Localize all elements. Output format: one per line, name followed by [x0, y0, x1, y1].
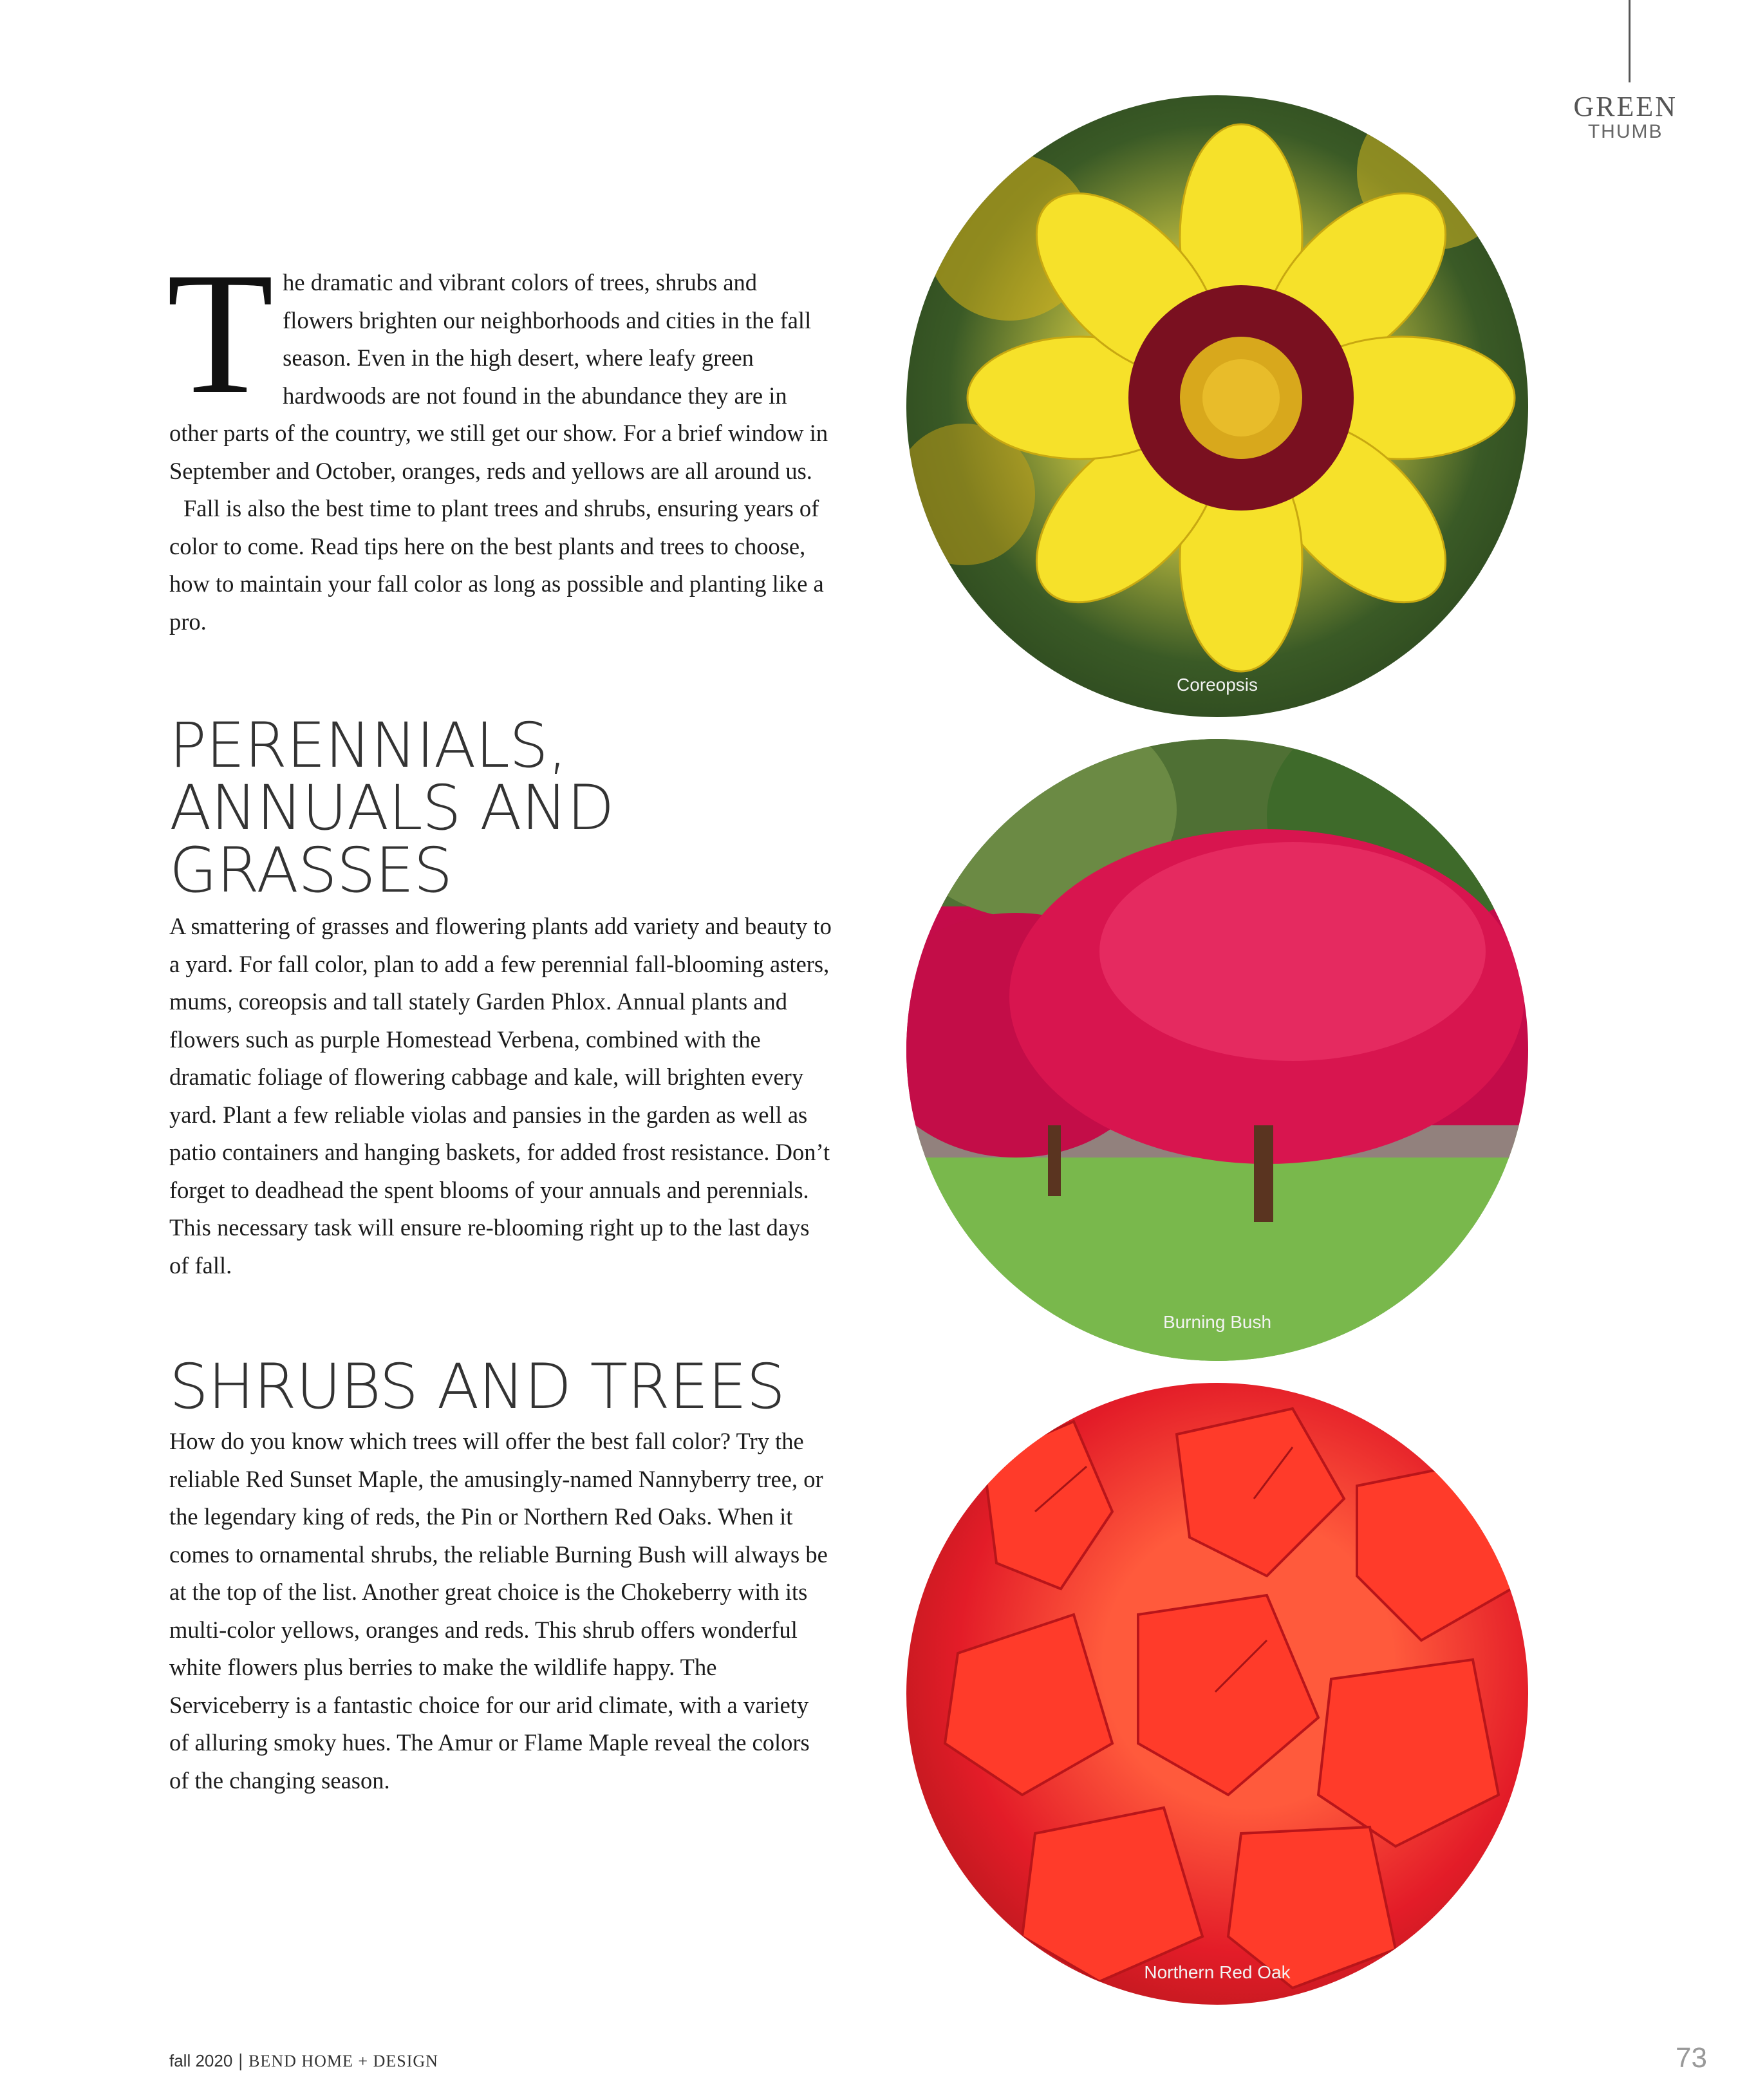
shrubs-section	[169, 1351, 832, 1423]
burning-bush-illustration	[906, 739, 1528, 1361]
perennials-section	[169, 709, 832, 906]
coreopsis-flower-illustration	[906, 95, 1528, 717]
footer-magazine-name: BEND HOME + DESIGN	[248, 2052, 438, 2070]
header-rule	[1629, 0, 1631, 82]
footer-separator: |	[238, 2052, 244, 2071]
burning-bush-photo	[906, 739, 1528, 1361]
red-oak-leaves-illustration	[906, 1383, 1528, 2005]
intro-paragraph-1	[167, 236, 832, 490]
intro-text	[167, 236, 832, 641]
page-number: 73	[1676, 2042, 1707, 2074]
red-oak-photo	[906, 1383, 1528, 2005]
section-label-line2: THUMB	[1587, 121, 1663, 142]
shrubs-heading: SHRUBS AND TREES	[169, 1351, 785, 1423]
perennials-body	[169, 908, 832, 1284]
intro-paragraph-2: Fall is also the best time to plant trees and shrubs, ensuring years of color to come. Read tips here on the best plants and trees to choose, how to maintain your fall color as long as possible and planting like a pro.	[169, 495, 824, 635]
section-label	[1573, 93, 1677, 142]
intro-paragraph-1-text: he dramatic and vibrant colors of trees, shrubs and flowers brighten our neighborhoods and cities in the fall season. Even in the high desert, where leafy green hardwoods are not found in the abundance they are in other parts of the country, we still get our show. For a brief window in September and October, oranges, reds and yellows are all around us.	[169, 269, 828, 484]
coreopsis-caption: Coreopsis	[1176, 675, 1258, 695]
section-label-line1: GREEN	[1573, 91, 1677, 122]
red-oak-caption: Northern Red Oak	[1144, 1962, 1291, 1982]
perennials-heading: PERENNIALS, ANNUALS AND GRASSES	[169, 709, 614, 906]
page-footer	[169, 2051, 438, 2071]
shrubs-paragraph: How do you know which trees will offer the best fall color? Try the reliable Red Sunset Maple, the amusingly-named Nannyberry tree, or the legendary king of reds, the Pin or Northern Red Oaks. When it comes to ornamental shrubs, the reliable Burning Bush will always be at the top of the list. Another great choice is the Chokeberry with its multi-color yellows, oranges and reds. This shrub offers wonderful white flowers plus berries to make the wildlife happy. The Serviceberry is a fantastic choice for our arid climate, with a variety of alluring smoky hues. The Amur or Flame Maple reveal the colors of the changing season.	[169, 1428, 828, 1794]
coreopsis-photo	[906, 95, 1528, 717]
burning-bush-caption: Burning Bush	[1163, 1312, 1272, 1332]
footer-season: fall 2020	[169, 2051, 233, 2070]
drop-cap: T	[167, 236, 274, 430]
perennials-paragraph: A smattering of grasses and flowering plants add variety and beauty to a yard. For fall color, plan to add a few perennial fall-blooming asters, mums, coreopsis and tall stately Garden Phlox. Annual plants and flowers such as purple Homestead Verbena, combined with the dramatic foliage of flowering cabbage and kale, will brighten every yard. Plant a few reliable violas and pansies in the garden as well as patio containers and hanging baskets, for added frost resistance. Don’t forget to deadhead the spent blooms of your annuals and perennials. This necessary task will ensure re-blooming right up to the last days of fall.	[169, 913, 832, 1279]
shrubs-body	[169, 1423, 832, 1799]
